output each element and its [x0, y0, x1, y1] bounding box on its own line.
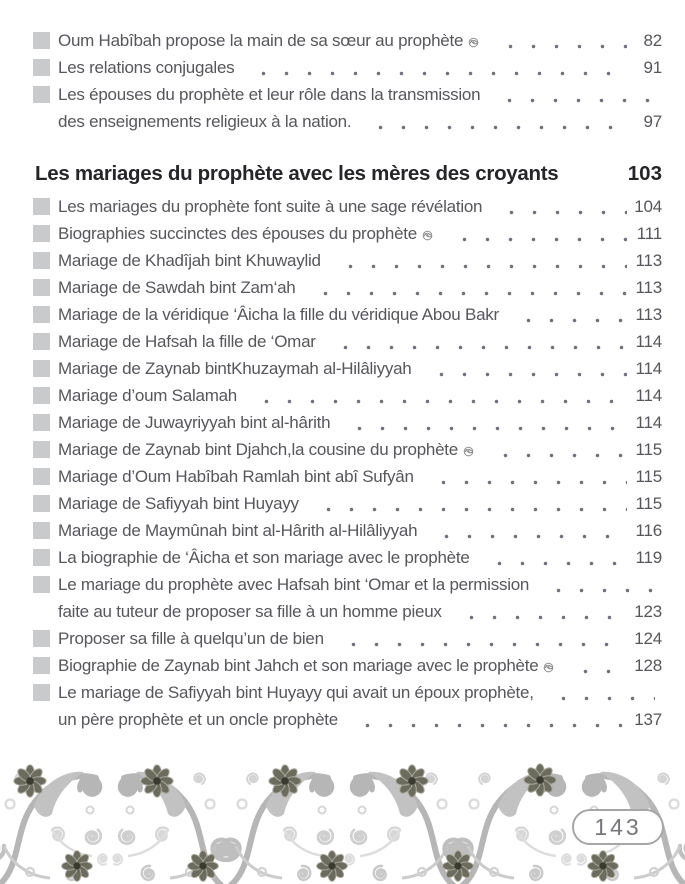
square-bullet-icon — [33, 252, 50, 269]
toc-entry-row — [33, 108, 662, 135]
entry-text: des enseignements religieux à la nation. — [58, 112, 352, 131]
square-bullet-icon — [33, 468, 50, 485]
entry-text: Mariage d’Oum Habîbah Ramlah bint abî Sufyân — [58, 467, 414, 486]
square-bullet-icon — [33, 360, 50, 377]
square-bullet-icon — [33, 549, 50, 566]
entry-text: La biographie de ‘Âicha et son mariage avec le prophète — [58, 548, 470, 567]
dot-leader — [334, 625, 627, 652]
toc-entry-row — [33, 27, 662, 54]
toc-entry-row — [33, 301, 662, 328]
entry-text: Biographies succinctes des épouses du prophète — [58, 224, 417, 243]
entry-page-number: 137 — [634, 710, 662, 729]
entry-text: un père prophète et un oncle prophète — [58, 710, 338, 729]
toc-entry-row — [33, 625, 662, 652]
entry-page-number: 97 — [643, 112, 662, 131]
entry-text: Mariage de Zaynab bintKhuzaymah al-Hilâliyyah — [58, 359, 412, 378]
dot-leader — [326, 328, 627, 355]
section-page-number: 103 — [627, 162, 662, 185]
square-bullet-icon — [33, 441, 50, 458]
toc-entry-row — [33, 598, 662, 625]
toc-entry-row — [33, 54, 662, 81]
toc-section-top — [33, 27, 662, 135]
dot-leader — [566, 652, 627, 679]
square-bullet-icon — [33, 333, 50, 350]
toc-entry-row — [33, 571, 662, 598]
square-bullet-icon — [33, 387, 50, 404]
entry-text: Mariage de Safiyyah bint Huyayy — [58, 494, 299, 513]
entry-page-number: 114 — [635, 386, 662, 405]
dot-leader — [361, 108, 627, 135]
dot-leader — [445, 220, 627, 247]
square-bullet-icon — [33, 225, 50, 242]
entry-text: Les épouses du prophète et leur rôle dans la transmission — [58, 85, 481, 104]
dot-leader — [424, 463, 627, 490]
square-bullet-icon — [33, 657, 50, 674]
section-title: Les mariages du prophète avec les mères des croyants — [35, 162, 559, 185]
square-bullet-icon — [33, 684, 50, 701]
entry-text: Oum Habîbah propose la main de sa sœur au prophète — [58, 31, 464, 50]
dot-leader — [509, 301, 627, 328]
toc-entry-row — [33, 382, 662, 409]
entry-page-number: 113 — [635, 305, 662, 324]
toc-entry-row — [33, 355, 662, 382]
prophet-honorific-icon — [421, 230, 434, 241]
dot-leader — [331, 247, 627, 274]
entry-page-number: 111 — [636, 224, 662, 243]
square-bullet-icon — [33, 32, 50, 49]
entry-text: Mariage de Juwayriyyah bint al-hârith — [58, 413, 331, 432]
square-bullet-icon — [33, 522, 50, 539]
dot-leader — [306, 274, 628, 301]
dot-leader — [427, 517, 627, 544]
square-bullet-icon — [33, 495, 50, 512]
ornament-band — [0, 760, 685, 884]
dot-leader — [480, 544, 627, 571]
entry-page-number: 115 — [635, 440, 662, 459]
toc-entry-row — [33, 490, 662, 517]
entry-text: Mariage de Maymûnah bint al-Hârith al-Hilâliyyah — [58, 521, 418, 540]
page-number: 143 — [594, 813, 642, 840]
toc-entry-row — [33, 409, 662, 436]
entry-text: Mariage de Sawdah bint Zam‘ah — [58, 278, 296, 297]
toc-entry-row — [33, 247, 662, 274]
square-bullet-icon — [33, 414, 50, 431]
dot-leader — [422, 355, 628, 382]
dot-leader — [486, 436, 627, 463]
dot-leader — [491, 27, 627, 54]
toc-entry-row — [33, 220, 662, 247]
entry-page-number: 114 — [635, 359, 662, 378]
dot-leader — [247, 382, 627, 409]
toc-entry-row — [33, 679, 662, 706]
square-bullet-icon — [33, 576, 50, 593]
square-bullet-icon — [33, 86, 50, 103]
entry-page-number: 115 — [635, 467, 662, 486]
square-bullet-icon — [33, 59, 50, 76]
square-bullet-icon — [33, 630, 50, 647]
square-bullet-icon — [33, 279, 50, 296]
entry-text: Mariage de Khadîjah bint Khuwaylid — [58, 251, 321, 270]
prophet-honorific-icon — [462, 446, 475, 457]
dot-leader — [490, 81, 655, 108]
entry-text: Les mariages du prophète font suite à une sage révélation — [58, 197, 483, 216]
entry-page-number: 114 — [635, 332, 662, 351]
entry-page-number: 116 — [635, 521, 662, 540]
toc-entry-row — [33, 436, 662, 463]
entry-text: Mariage de Hafsah la fille de ‘Omar — [58, 332, 316, 351]
dot-leader — [340, 409, 627, 436]
dot-leader — [348, 706, 627, 733]
toc-entry-row — [33, 517, 662, 544]
toc-section-main — [33, 193, 662, 733]
entry-page-number: 113 — [635, 251, 662, 270]
toc-entry-row — [33, 463, 662, 490]
entry-text: Proposer sa fille à quelqu’un de bien — [58, 629, 324, 648]
page-number-badge — [572, 809, 664, 845]
dot-leader — [492, 193, 627, 220]
entry-text: Mariage de Zaynab bint Djahch,la cousine du prophète — [58, 440, 458, 459]
dot-leader — [244, 54, 627, 81]
entry-text: Mariage de la véridique ‘Âicha la fille du véridique Abou Bakr — [58, 305, 499, 324]
dot-leader — [309, 490, 627, 517]
entry-page-number: 114 — [635, 413, 662, 432]
dot-leader — [544, 679, 655, 706]
toc-entry-row — [33, 652, 662, 679]
toc-entry-row — [33, 81, 662, 108]
entry-page-number: 113 — [635, 278, 662, 297]
prophet-honorific-icon — [542, 662, 555, 673]
toc-entry-row — [33, 544, 662, 571]
square-bullet-icon — [33, 306, 50, 323]
entry-page-number: 124 — [634, 629, 662, 648]
toc-entry-row — [33, 193, 662, 220]
entry-text: Les relations conjugales — [58, 58, 235, 77]
entry-page-number: 128 — [634, 656, 662, 675]
section-heading — [35, 162, 662, 186]
entry-text: faite au tuteur de proposer sa fille à un homme pieux — [58, 602, 442, 621]
toc-entry-row — [33, 328, 662, 355]
entry-page-number: 104 — [634, 197, 662, 216]
entry-page-number: 91 — [643, 58, 662, 77]
dot-leader — [539, 571, 655, 598]
entry-text: Biographie de Zaynab bint Jahch et son mariage avec le prophète — [58, 656, 539, 675]
dot-leader — [452, 598, 627, 625]
entry-text: Mariage d’oum Salamah — [58, 386, 238, 405]
square-bullet-icon — [33, 198, 50, 215]
entry-page-number: 119 — [635, 548, 662, 567]
entry-page-number: 115 — [635, 494, 662, 513]
prophet-honorific-icon — [467, 37, 480, 48]
toc-entry-row — [33, 706, 662, 733]
toc-entry-row — [33, 274, 662, 301]
entry-text: Le mariage de Safiyyah bint Huyayy qui avait un époux prophète, — [58, 683, 534, 702]
entry-page-number: 82 — [643, 31, 662, 50]
entry-text: Le mariage du prophète avec Hafsah bint ‘Omar et la permission — [58, 575, 530, 594]
entry-page-number: 123 — [634, 602, 662, 621]
